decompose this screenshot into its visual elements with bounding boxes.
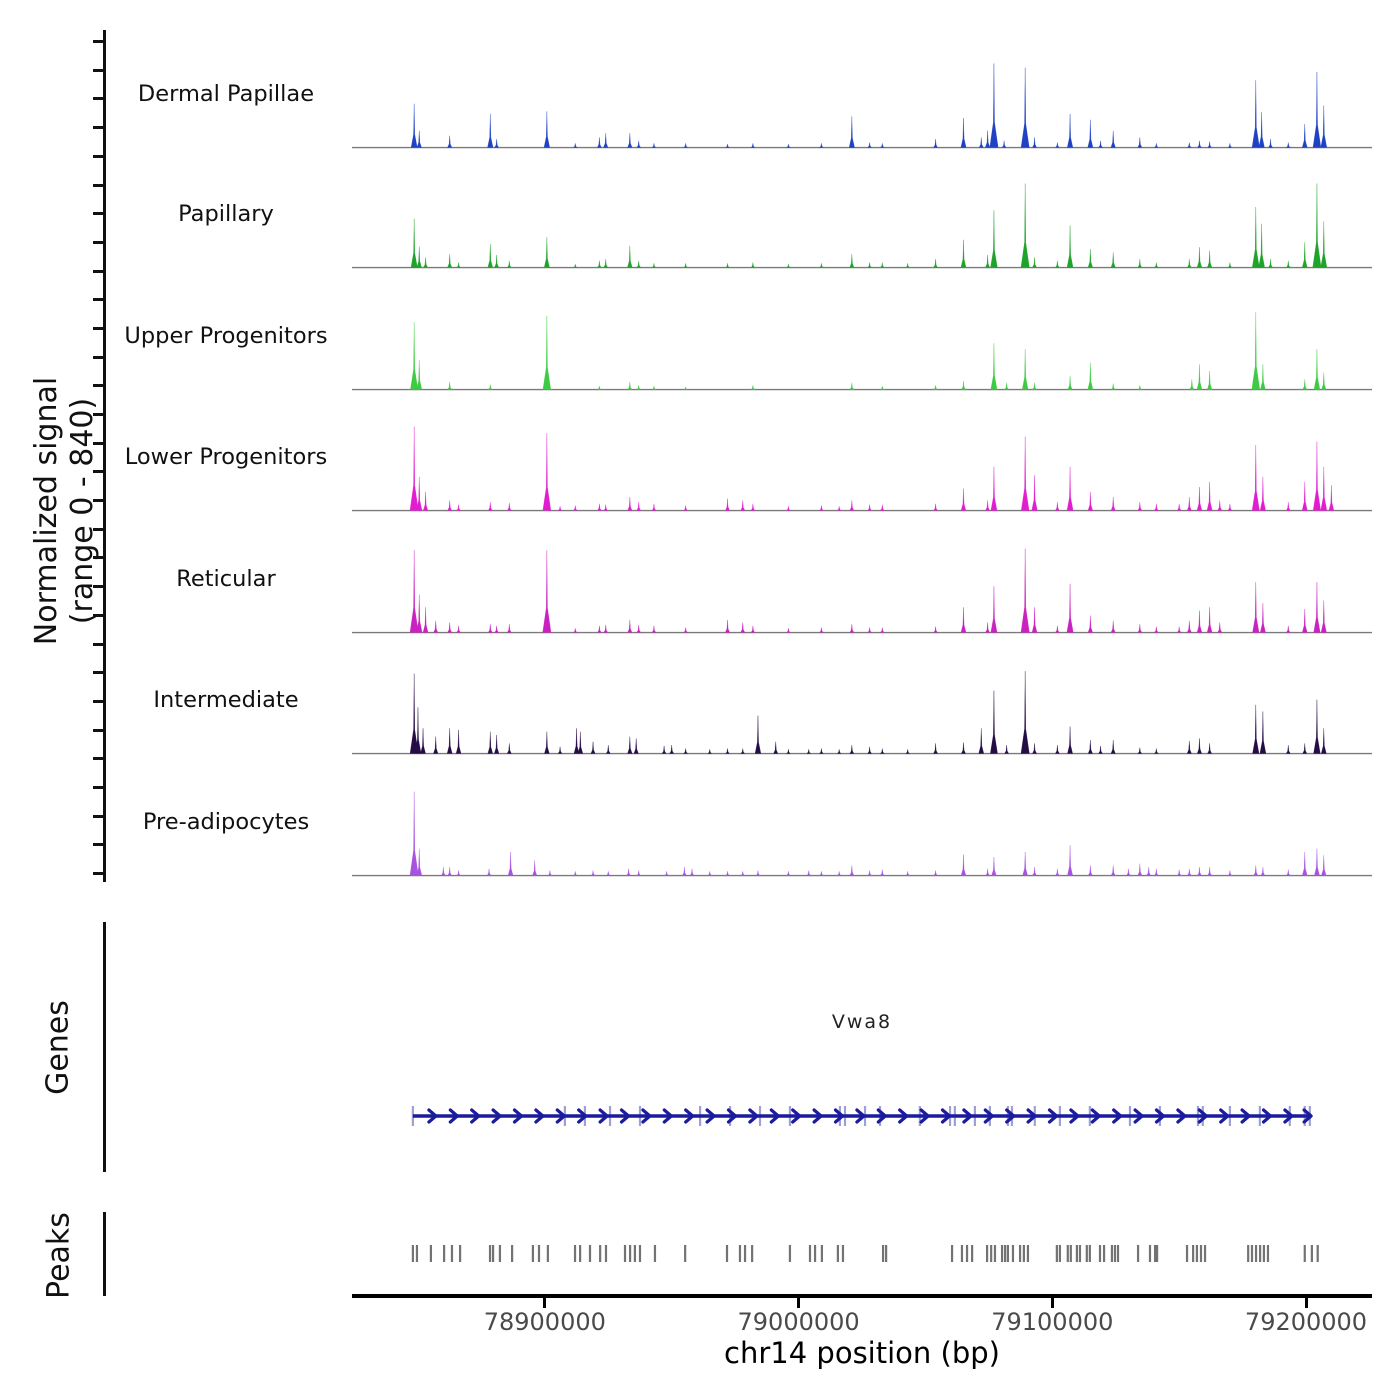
- peak-call-tick: [821, 1245, 823, 1262]
- signal-axis-tick: [93, 155, 103, 158]
- peak-call-tick: [1079, 1245, 1081, 1262]
- x-axis-tick: [543, 1298, 546, 1308]
- signal-axis-tick: [93, 97, 103, 100]
- signal-axis-tick: [93, 40, 103, 43]
- peak-call-tick: [1204, 1245, 1206, 1262]
- signal-peaks: [410, 792, 1326, 876]
- peak-call-tick: [789, 1245, 791, 1262]
- track-plot-3: [352, 301, 1372, 391]
- peak-call-tick: [1070, 1245, 1072, 1262]
- peak-call-tick: [634, 1245, 636, 1262]
- peak-call-tick: [416, 1245, 418, 1262]
- signal-peaks: [410, 671, 1326, 753]
- peak-call-tick: [1255, 1245, 1257, 1262]
- signal-axis-tick: [93, 872, 103, 875]
- peak-call-tick: [1019, 1245, 1021, 1262]
- track-plot-7: [352, 787, 1372, 877]
- peak-call-tick: [654, 1245, 656, 1262]
- peak-call-tick: [1099, 1245, 1101, 1262]
- peak-call-tick: [1263, 1245, 1265, 1262]
- signal-peaks: [410, 427, 1334, 511]
- peak-call-tick: [1259, 1245, 1261, 1262]
- track-plot-4: [352, 422, 1372, 512]
- peak-call-tick: [1251, 1245, 1253, 1262]
- peak-call-tick: [538, 1245, 540, 1262]
- peak-call-tick: [1103, 1245, 1105, 1262]
- peaks-section-label: Peaks: [41, 1212, 77, 1299]
- peak-call-tick: [492, 1245, 494, 1262]
- signal-axis-tick: [93, 843, 103, 846]
- peak-call-tick: [624, 1245, 626, 1262]
- peak-call-tick: [599, 1245, 601, 1262]
- track-plot-6: [352, 665, 1372, 755]
- peak-call-tick: [1023, 1245, 1025, 1262]
- peak-call-tick: [1137, 1245, 1139, 1262]
- peak-call-tick: [589, 1245, 591, 1262]
- peak-call-tick: [726, 1245, 728, 1262]
- peak-call-tick: [1067, 1245, 1069, 1262]
- x-axis-tick-label: 79200000: [1244, 1308, 1368, 1336]
- genes-axis-line: [103, 922, 106, 1172]
- peak-call-tick: [1004, 1245, 1006, 1262]
- peak-call-tick: [1114, 1245, 1116, 1262]
- y-axis-label: [29, 261, 101, 761]
- track-label-reticular: Reticular: [176, 566, 276, 592]
- track-label-pre-adipocytes: Pre-adipocytes: [142, 809, 310, 835]
- peak-call-tick: [532, 1245, 534, 1262]
- peak-call-tick: [1111, 1245, 1113, 1262]
- signal-axis-tick: [93, 815, 103, 818]
- track-plot-2: [352, 179, 1372, 269]
- peak-call-tick: [1154, 1245, 1156, 1262]
- track-label-dermal-papillae: Dermal Papillae: [137, 81, 315, 107]
- signal-axis-tick: [93, 184, 103, 187]
- peak-call-tick: [1156, 1245, 1158, 1262]
- peak-call-tick: [499, 1245, 501, 1262]
- peak-call-tick: [971, 1245, 973, 1262]
- peak-call-tick: [739, 1245, 741, 1262]
- peak-call-tick: [1149, 1245, 1151, 1262]
- peak-call-tick: [574, 1245, 576, 1262]
- peak-call-tick: [1012, 1245, 1014, 1262]
- x-axis-tick: [1305, 1298, 1308, 1308]
- gene-name-label: Vwa8: [831, 1011, 893, 1033]
- peak-call-tick: [684, 1245, 686, 1262]
- peak-call-tick: [1247, 1245, 1249, 1262]
- peak-call-tick: [1304, 1245, 1306, 1262]
- peak-call-tick: [744, 1245, 746, 1262]
- x-axis-line: [352, 1294, 1372, 1298]
- x-axis-tick: [797, 1298, 800, 1308]
- x-axis-title: chr14 position (bp): [724, 1336, 1000, 1370]
- peak-call-tick: [451, 1245, 453, 1262]
- peak-call-tick: [639, 1245, 641, 1262]
- peak-call-tick: [885, 1245, 887, 1262]
- peak-call-tick: [629, 1245, 631, 1262]
- peak-call-tick: [1200, 1245, 1202, 1262]
- peak-call-tick: [605, 1245, 607, 1262]
- peak-call-tick: [547, 1245, 549, 1262]
- peak-call-tick: [412, 1245, 414, 1262]
- peak-call-tick: [1186, 1245, 1188, 1262]
- signal-axis-tick: [93, 212, 103, 215]
- peak-call-tick: [966, 1245, 968, 1262]
- peak-call-tick: [1056, 1245, 1058, 1262]
- x-axis-tick-label: 78900000: [483, 1308, 606, 1336]
- peak-call-tick: [809, 1245, 811, 1262]
- peak-call-tick: [1007, 1245, 1009, 1262]
- peak-call-tick: [1267, 1245, 1269, 1262]
- signal-peaks: [411, 64, 1327, 148]
- signal-peaks: [411, 184, 1327, 268]
- peak-call-tick: [951, 1245, 953, 1262]
- peak-call-tick: [842, 1245, 844, 1262]
- signal-peaks: [410, 549, 1326, 633]
- peak-call-tick: [1076, 1245, 1078, 1262]
- signal-axis-tick: [93, 786, 103, 789]
- peak-call-tick: [511, 1245, 513, 1262]
- track-label-papillary: Papillary: [178, 201, 274, 227]
- track-label-intermediate: Intermediate: [153, 687, 299, 713]
- y-axis-label-line1: Normalized signal: [29, 376, 64, 646]
- peak-call-tick: [994, 1245, 996, 1262]
- peak-call-tick: [990, 1245, 992, 1262]
- gene-track: [352, 1000, 1372, 1140]
- peak-call-tick: [1192, 1245, 1194, 1262]
- peak-call-tick: [837, 1245, 839, 1262]
- genes-section-label: Genes: [40, 1000, 76, 1095]
- peak-call-tick: [751, 1245, 753, 1262]
- track-plot-5: [352, 544, 1372, 634]
- track-plot-1: [352, 59, 1372, 149]
- signal-peaks: [410, 312, 1326, 389]
- peak-calls-track: [352, 1240, 1372, 1270]
- x-axis-tick-label: 79000000: [737, 1308, 860, 1336]
- peak-call-tick: [489, 1245, 491, 1262]
- signal-axis-tick: [93, 69, 103, 72]
- peak-call-tick: [1027, 1245, 1029, 1262]
- signal-axis-tick: [93, 126, 103, 129]
- peak-call-tick: [961, 1245, 963, 1262]
- track-label-upper-progenitors: Upper Progenitors: [124, 323, 328, 349]
- peak-call-tick: [1311, 1245, 1313, 1262]
- x-axis-tick-label: 79100000: [991, 1308, 1114, 1336]
- peak-call-tick: [459, 1245, 461, 1262]
- peak-call-tick: [1117, 1245, 1119, 1262]
- peak-call-tick: [579, 1245, 581, 1262]
- peaks-axis-line: [103, 1212, 106, 1296]
- peak-call-tick: [443, 1245, 445, 1262]
- peak-call-tick: [1196, 1245, 1198, 1262]
- signal-axis-tick: [93, 241, 103, 244]
- peak-call-tick: [882, 1245, 884, 1262]
- track-label-lower-progenitors: Lower Progenitors: [124, 444, 328, 470]
- peak-call-tick: [1317, 1245, 1319, 1262]
- peak-call-tick: [814, 1245, 816, 1262]
- x-axis-tick: [1051, 1298, 1054, 1308]
- peak-call-tick: [1001, 1245, 1003, 1262]
- y-axis-label-line2: (range 0 - 840): [65, 397, 100, 625]
- peak-call-tick: [986, 1245, 988, 1262]
- peak-call-tick: [430, 1245, 432, 1262]
- peak-call-tick: [1059, 1245, 1061, 1262]
- peak-call-tick: [1089, 1245, 1091, 1262]
- peak-call-tick: [1086, 1245, 1088, 1262]
